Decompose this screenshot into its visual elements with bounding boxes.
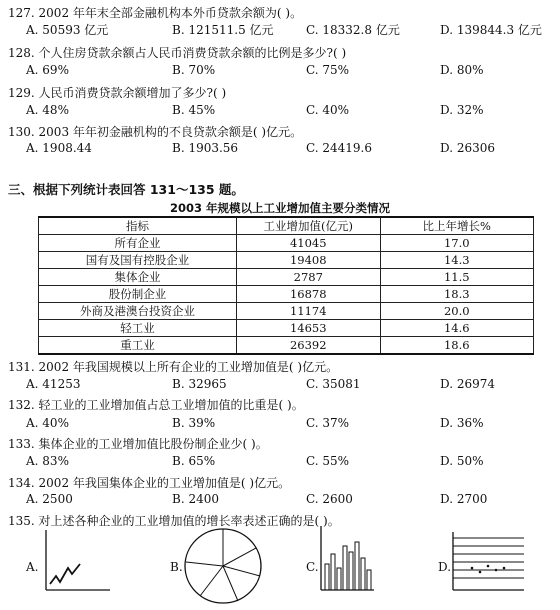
option-d[interactable]: D. 139844.3 亿元 (440, 23, 542, 37)
option-b[interactable]: B. 1903.56 (172, 141, 239, 155)
table-cell: 股份制企业 (39, 286, 237, 303)
pie-chart-thumbnail (182, 526, 264, 606)
table-cell: 14.6 (380, 320, 533, 337)
option-b[interactable]: B. 32965 (172, 377, 227, 391)
option-d-label: D. (438, 560, 452, 574)
option-c[interactable]: C. 37% (306, 416, 350, 430)
option-d[interactable]: D. 26306 (440, 141, 495, 155)
option-d[interactable]: D. 80% (440, 63, 484, 77)
option-b[interactable]: B. 39% (172, 416, 216, 430)
table-cell: 所有企业 (39, 235, 237, 252)
bar-chart-thumbnail (318, 524, 376, 594)
option-a[interactable]: A. 50593 亿元 (26, 23, 109, 37)
option-a[interactable]: A. 2500 (26, 492, 73, 506)
option-a[interactable]: A. 1908.44 (26, 141, 92, 155)
option-c[interactable]: C. 18332.8 亿元 (306, 23, 400, 37)
option-b[interactable]: B. 65% (172, 454, 216, 468)
line-chart-thumbnail (42, 528, 112, 594)
option-d[interactable]: D. 50% (440, 454, 484, 468)
table-title: 2003 年规模以上工业增加值主要分类情况 (169, 201, 390, 215)
option-d[interactable]: D. 2700 (440, 492, 488, 506)
table-row (39, 269, 534, 286)
question-text: 128. 个人住房贷款余额占人民币消费贷款余额的比例是多少?( ) (8, 46, 347, 60)
table-row (39, 337, 534, 355)
table-cell: 20.0 (380, 303, 533, 320)
question-text: 132. 轻工业的工业增加值占总工业增加值的比重是( )。 (8, 398, 304, 412)
question-text: 133. 集体企业的工业增加值比股份制企业少( )。 (8, 437, 268, 451)
table-cell: 集体企业 (39, 269, 237, 286)
statistics-table (38, 216, 534, 355)
option-a-label: A. (26, 560, 39, 574)
scatter-chart-thumbnail (450, 530, 526, 594)
table-cell: 16878 (237, 286, 381, 303)
option-a[interactable]: A. 69% (26, 63, 69, 77)
option-d[interactable]: D. 36% (440, 416, 484, 430)
option-c[interactable]: C. 35081 (306, 377, 361, 391)
table-row (39, 303, 534, 320)
option-a[interactable]: A. 48% (26, 103, 69, 117)
option-b[interactable]: B. 2400 (172, 492, 219, 506)
question-text: 131. 2002 年我国规模以上所有企业的工业增加值是( )亿元。 (8, 360, 339, 374)
table-cell: 26392 (237, 337, 381, 355)
table-row (39, 286, 534, 303)
table-cell: 11174 (237, 303, 381, 320)
option-b-label: B. (170, 560, 183, 574)
table-cell: 外商及港澳台投资企业 (39, 303, 237, 320)
option-a[interactable]: A. 83% (26, 454, 69, 468)
options-row (26, 454, 546, 470)
options-row (26, 103, 546, 119)
table-header-row (39, 217, 534, 235)
table-cell: 19408 (237, 252, 381, 269)
options-row (26, 492, 546, 508)
option-c[interactable]: C. 75% (306, 63, 350, 77)
option-c[interactable]: C. 40% (306, 103, 350, 117)
table-cell: 轻工业 (39, 320, 237, 337)
table-cell: 18.6 (380, 337, 533, 355)
option-d[interactable]: D. 32% (440, 103, 484, 117)
option-c[interactable]: C. 24419.6 (306, 141, 373, 155)
table-cell: 18.3 (380, 286, 533, 303)
table-row (39, 235, 534, 252)
question-text: 135. 对上述各种企业的工业增加值的增长率表述正确的是( )。 (8, 514, 340, 528)
option-c-label: C. (306, 560, 319, 574)
options-row (26, 63, 546, 79)
option-b[interactable]: B. 121511.5 亿元 (172, 23, 274, 37)
table-row (39, 320, 534, 337)
table-cell: 国有及国有控股企业 (39, 252, 237, 269)
question-text: 134. 2002 年我国集体企业的工业增加值是( )亿元。 (8, 476, 291, 490)
column-header: 比上年增长% (380, 217, 533, 235)
column-header: 指标 (39, 217, 237, 235)
options-row (26, 141, 546, 157)
option-a[interactable]: A. 40% (26, 416, 69, 430)
table-cell: 重工业 (39, 337, 237, 355)
option-c[interactable]: C. 2600 (306, 492, 353, 506)
table-cell: 11.5 (380, 269, 533, 286)
question-text: 127. 2002 年年末全部金融机构本外币贷款余额为( )。 (8, 6, 303, 20)
table-cell: 17.0 (380, 235, 533, 252)
table-cell: 41045 (237, 235, 381, 252)
option-d[interactable]: D. 26974 (440, 377, 495, 391)
option-a[interactable]: A. 41253 (26, 377, 81, 391)
options-row (26, 377, 546, 393)
options-row (26, 21, 546, 37)
question-text: 129. 人民币消费贷款余额增加了多少?( ) (8, 86, 227, 100)
section-heading: 三、根据下列统计表回答 131～135 题。 (8, 182, 244, 197)
option-c[interactable]: C. 55% (306, 454, 350, 468)
table-cell: 14653 (237, 320, 381, 337)
table-cell: 2787 (237, 269, 381, 286)
column-header: 工业增加值(亿元) (237, 217, 381, 235)
option-b[interactable]: B. 70% (172, 63, 216, 77)
option-b[interactable]: B. 45% (172, 103, 216, 117)
table-cell: 14.3 (380, 252, 533, 269)
question-text: 130. 2003 年年初金融机构的不良贷款余额是( )亿元。 (8, 125, 303, 139)
options-row (26, 416, 546, 432)
table-row (39, 252, 534, 269)
